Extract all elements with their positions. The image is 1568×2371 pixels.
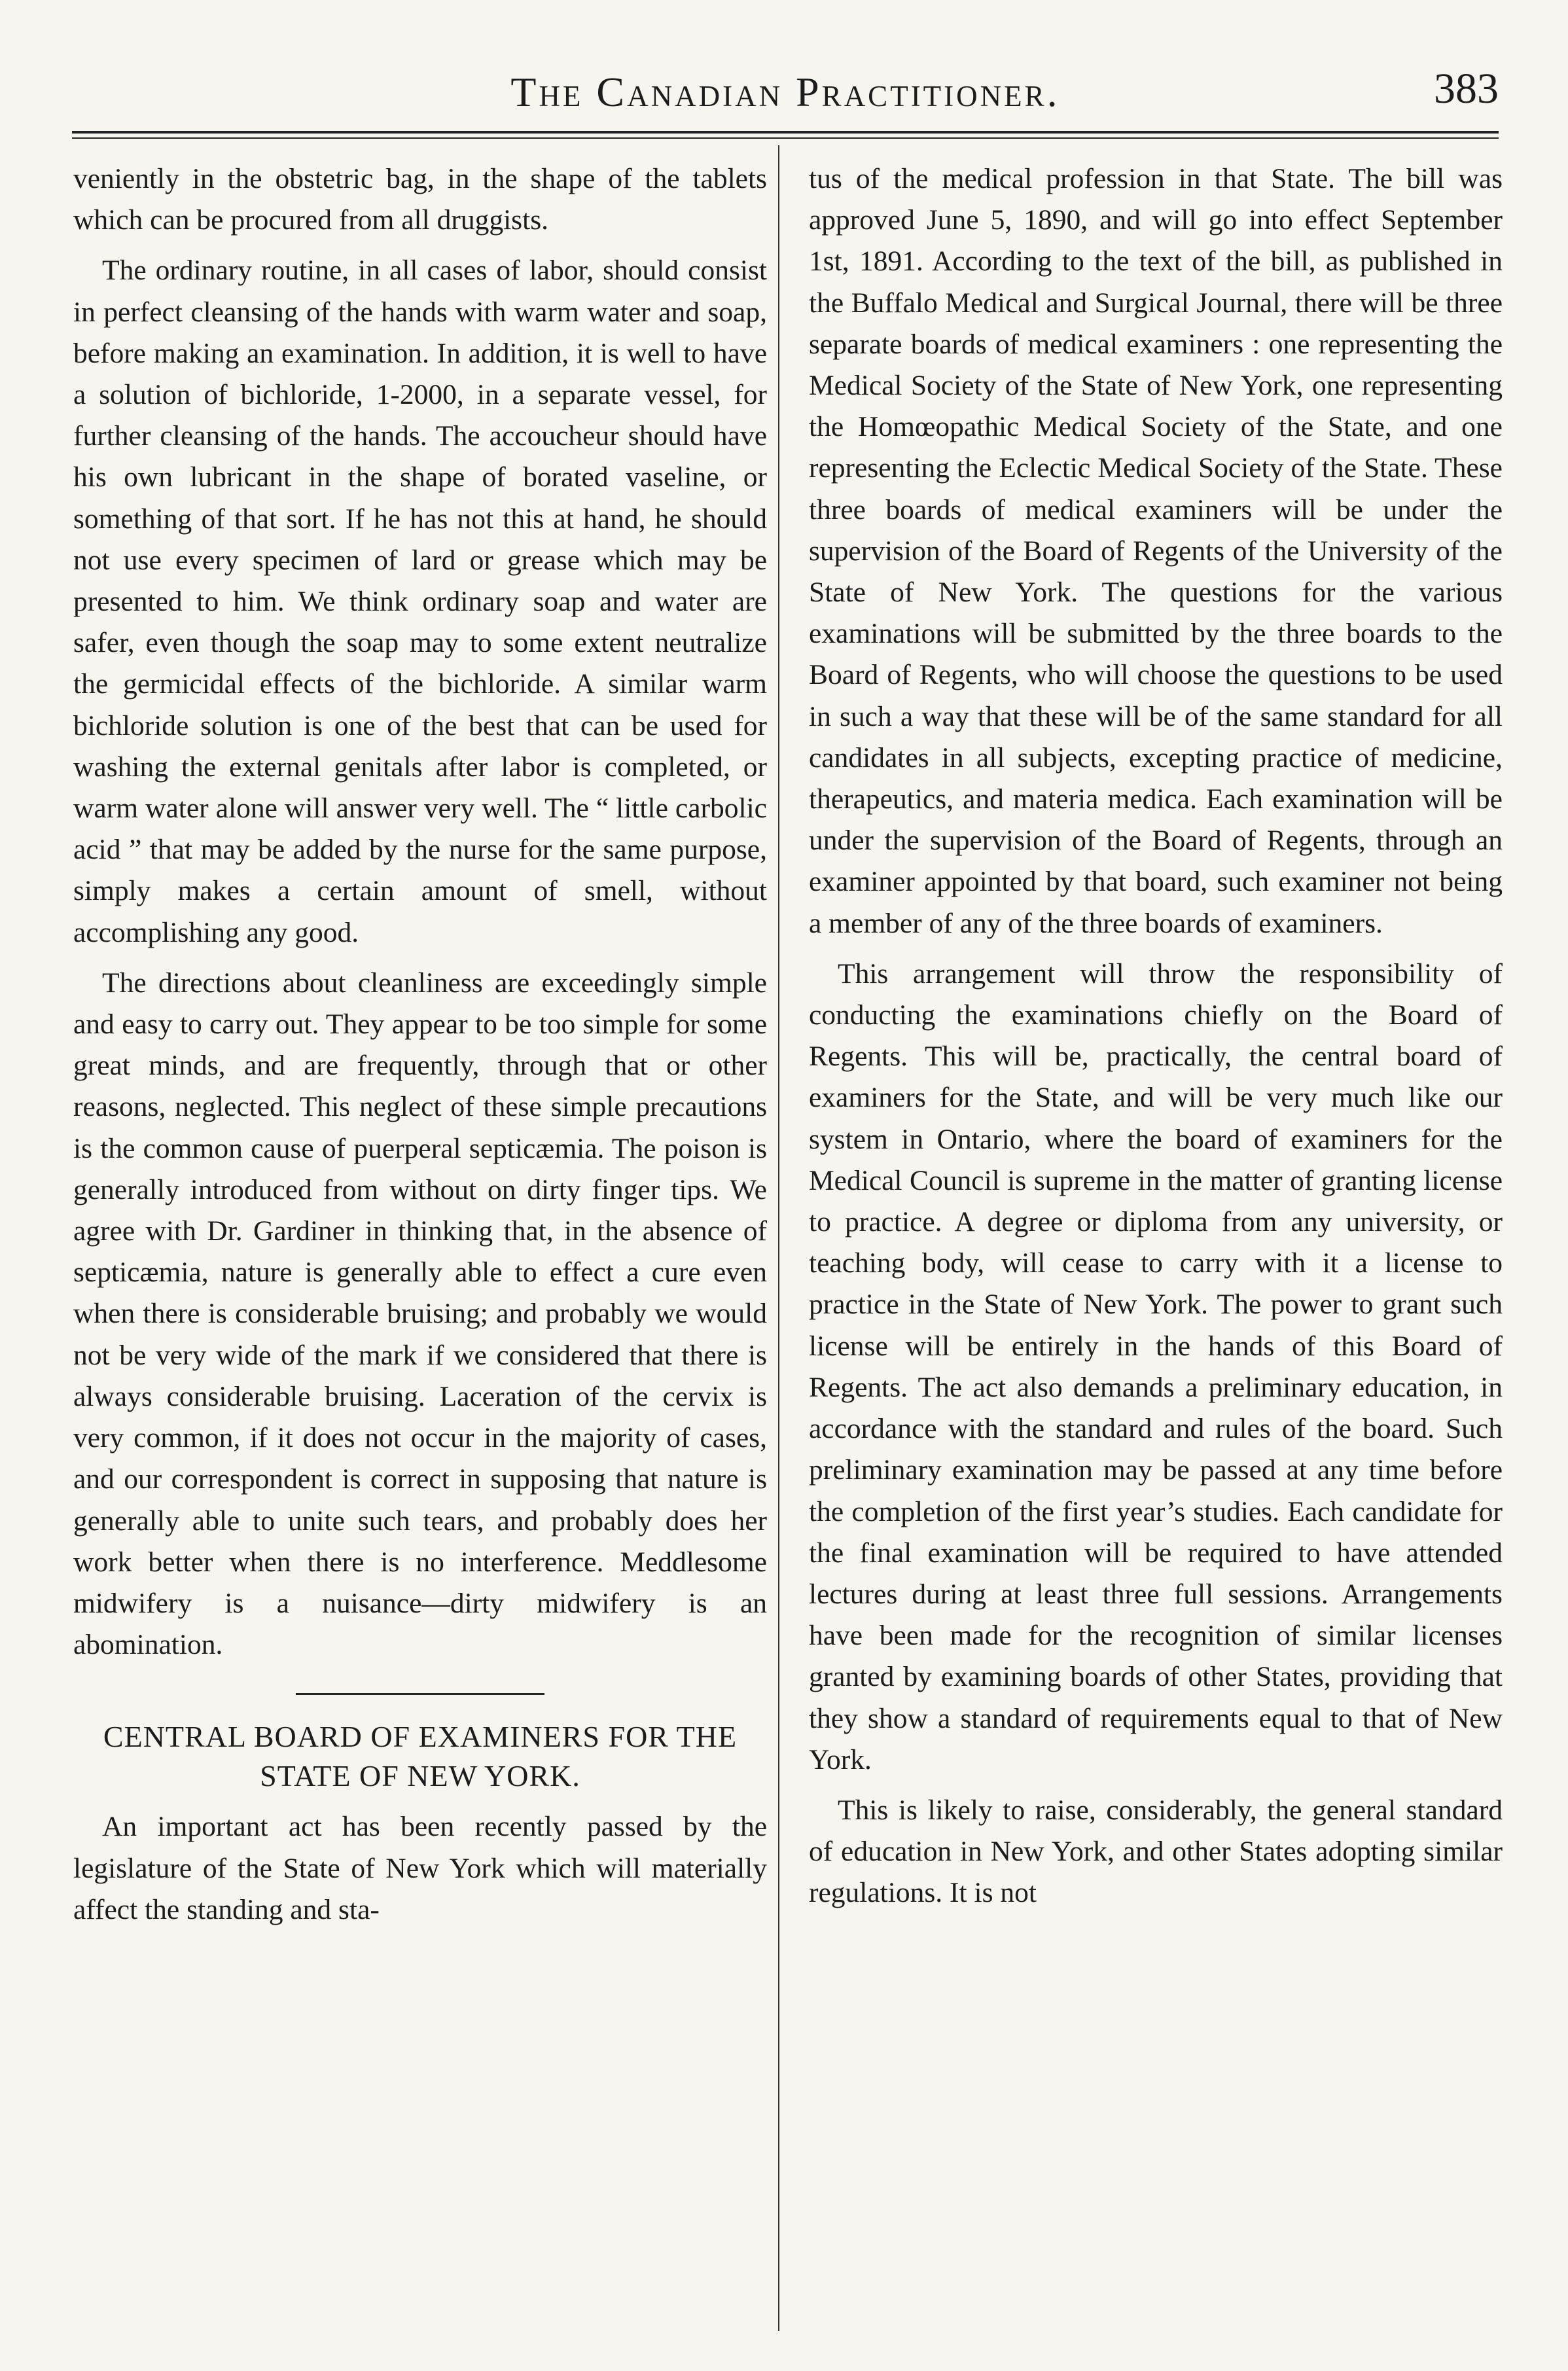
section-divider <box>296 1693 544 1695</box>
paragraph: An important act has been recently passed by the legislature of the State of New York which will materially affect the standing and sta- <box>73 1811 767 1925</box>
right-column <box>809 158 1503 1914</box>
paragraph: veniently in the obstetric bag, in the shape of the tablets which can be procured from all druggists. <box>73 163 767 236</box>
running-title: The Canadian Practitioner. <box>510 69 1060 115</box>
paragraph: This is likely to raise, considerably, the general standard of education in New York, and other States adopting similar regulations. It is not <box>809 1794 1503 1909</box>
header-rule <box>72 131 1499 134</box>
paragraph: The ordinary routine, in all cases of labor, should consist in perfect cleansing of the hands with warm water and soap, before making an examination. In addition, it is well to have a solution of bichloride, 1-2000, in a separate vessel, for further cleansing of the hands. The accoucheur should have his own lubricant in the shape of borated vaseline, or something of that sort. If he has not this at hand, he should not use every specimen of lard or grease which may be presented to him. We think ordinary soap and water are safer, even though the soap may to some extent neutralize the germicidal effects of the bichloride. A similar warm bichloride solution is one of the best that can be used for washing the external genitals after labor is completed, or warm water alone will answer very well. The “ little carbolic acid ” that may be added by the nurse for the same purpose, simply makes a certain amount of smell, without accomplishing any good. <box>73 255 767 948</box>
paragraph: The directions about cleanliness are exceedingly simple and easy to carry out. They appear to be too simple for some great minds, and are frequently, through that or other reasons, neglected. This neglect of these simple precautions is the common cause of puerperal septicæmia. The poison is generally introduced from without on dirty finger tips. We agree with Dr. Gardiner in thinking that, in the absence of septicæmia, nature is generally able to effect a cure even when there is considerable bruising; and probably we would not be very wide of the mark if we considered that there is always considerable bruising. Laceration of the cervix is very common, if it does not occur in the majority of cases, and our correspondent is correct in supposing that nature is generally able to unite such tears, and probably does her work better when there is no interference. Meddlesome midwifery is a nuisance—dirty midwifery is an abomination. <box>73 967 767 1661</box>
page-number: 383 <box>1434 65 1499 113</box>
header-rule-thin <box>72 137 1499 139</box>
paragraph: This arrangement will throw the responsibility of conducting the examinations chiefly on the Board of Regents. This will be, practically, the central board of examiners for the State, and will be very much like our system in Ontario, where the board of examiners for the Medical Council is supreme in the matter of granting license to practice. A degree or diploma from any university, or teaching body, will cease to carry with it a license to practice in the State of New York. The power to grant such license will be entirely in the hands of this Board of Regents. The act also demands a preliminary education, in accordance with the standard and rules of the board. Such preliminary examination may be passed at any time before the completion of the first year’s studies. Each candidate for the final examination will be required to have attended lectures during at least three full sessions. Arrangements have been made for the recognition of similar licenses granted by examining boards of other States, providing that they show a standard of requirements equal to that of New York. <box>809 957 1503 1775</box>
left-column <box>73 158 767 1931</box>
page-header <box>72 52 1499 124</box>
column-divider <box>778 145 779 2331</box>
paragraph: tus of the medical profession in that State. The bill was approved June 5, 1890, and will go into effect September 1st, 1891. According to the text of the bill, as published in the Buffalo Medical and Surgical Journal, there will be three separate boards of medical examiners : one representing the Medical Society of the State of New York, one representing the Homœopathic Medical Society of the State, and one representing the Eclectic Medical Society of the State. These three boards of medical examiners will be under the supervision of the Board of Regents of the University of the State of New York. The questions for the various examinations will be submitted by the three boards to the Board of Regents, who will choose the questions to be used in such a way that these will be of the same standard for all candidates in all subjects, excepting practice of medicine, therapeutics, and materia medica. Each examination will be under the supervision of the Board of Regents, through an examiner appointed by that board, such examiner not being a member of any of the three boards of examiners. <box>809 163 1503 939</box>
section-heading: CENTRAL BOARD OF EXAMINERS FOR THE STATE OF NEW YORK. <box>103 1720 738 1793</box>
